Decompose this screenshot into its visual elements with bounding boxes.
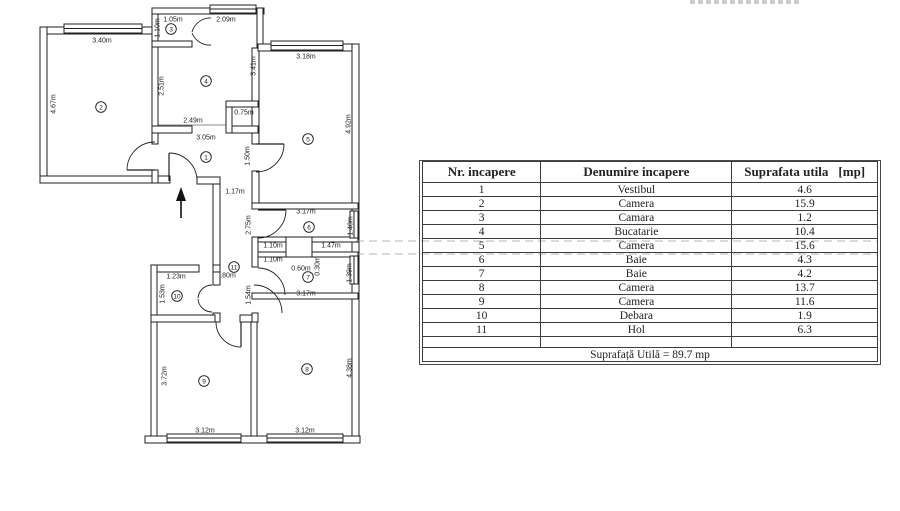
- cell-nr: 6: [423, 253, 541, 267]
- cell-area: 10.4: [732, 225, 878, 239]
- svg-text:3: 3: [169, 26, 173, 34]
- svg-text:8: 8: [305, 366, 309, 374]
- svg-text:11: 11: [230, 264, 238, 272]
- dimension-label: 2.51m: [158, 76, 166, 96]
- room-marker: [199, 376, 210, 387]
- cell-area: 4.3: [732, 253, 878, 267]
- table-header-row: [423, 162, 878, 183]
- table-row: [423, 323, 878, 337]
- table-row: [423, 253, 878, 267]
- cell-area: 13.7: [732, 281, 878, 295]
- cell-name: Camera: [541, 281, 732, 295]
- cell-name: Camara: [541, 211, 732, 225]
- cell-name: Camera: [541, 197, 732, 211]
- cell-name: Camera: [541, 295, 732, 309]
- dimension-label: 1.50m: [244, 146, 252, 166]
- header-name: Denumire incapere: [541, 162, 732, 183]
- dimension-label: 1.23m: [166, 273, 186, 281]
- cell-nr: 7: [423, 267, 541, 281]
- dimension-label: 4.67m: [50, 94, 58, 114]
- entrance-arrow-icon: [176, 187, 186, 218]
- cell-nr: 8: [423, 281, 541, 295]
- header-area-unit: [mp]: [838, 164, 866, 179]
- room-marker: [166, 24, 177, 35]
- svg-text:9: 9: [202, 378, 206, 386]
- cell-area: 4.6: [732, 183, 878, 197]
- cell-area: 1.9: [732, 309, 878, 323]
- room-marker: [304, 222, 315, 233]
- dimension-label: 3.12m: [195, 427, 215, 435]
- svg-text:1: 1: [204, 154, 208, 162]
- header-area-label: Suprafata utila: [744, 164, 829, 179]
- cell-nr: 11: [423, 323, 541, 337]
- dimension-label: 4.92m: [345, 114, 353, 134]
- dimension-label: 1.10m: [263, 256, 283, 264]
- table-row: [423, 183, 878, 197]
- dimension-label: 0.60m: [291, 265, 311, 273]
- dimension-label: 0.30m: [314, 256, 322, 276]
- room-marker: [201, 152, 212, 163]
- cell-nr: 4: [423, 225, 541, 239]
- rooms-table-body: [423, 183, 878, 337]
- cell-area: 15.9: [732, 197, 878, 211]
- dimension-label: 3.12m: [295, 427, 315, 435]
- cell-nr: 10: [423, 309, 541, 323]
- dimension-label: 1.17m: [225, 188, 245, 196]
- cell-name: Debara: [541, 309, 732, 323]
- svg-text:5: 5: [306, 136, 310, 144]
- svg-text:7: 7: [306, 274, 310, 282]
- svg-text:6: 6: [307, 224, 311, 232]
- dimension-label: 1.10m: [263, 242, 283, 250]
- table-row: [423, 295, 878, 309]
- dimension-label: 2.09m: [216, 16, 236, 24]
- dimension-label: 1.53m: [159, 284, 167, 304]
- room-marker: [201, 76, 212, 87]
- room-marker: [303, 272, 314, 283]
- cropped-text-fragment: [690, 0, 802, 4]
- cell-name: Camera: [541, 239, 732, 253]
- dimension-label: 3.72m: [161, 366, 169, 386]
- dimension-label: 3.17m: [296, 290, 316, 298]
- empty-row: [423, 337, 878, 348]
- cell-name: Baie: [541, 253, 732, 267]
- cell-area: 11.6: [732, 295, 878, 309]
- dimension-label: 1.10m: [154, 18, 162, 38]
- cell-nr: 3: [423, 211, 541, 225]
- room-marker: [302, 364, 313, 375]
- dimension-label: 3.17m: [296, 208, 316, 216]
- table-row: [423, 239, 878, 253]
- cell-name: Vestibul: [541, 183, 732, 197]
- cell-name: Baie: [541, 267, 732, 281]
- windows: [64, 5, 358, 442]
- table-row: [423, 211, 878, 225]
- dimension-label: 1.54m: [245, 285, 253, 305]
- rooms-table: [422, 161, 878, 362]
- dimension-label: 3.41m: [250, 56, 258, 76]
- dimension-label: 2.49m: [183, 117, 203, 125]
- room-marker: [172, 291, 183, 302]
- dimension-label: 3.18m: [296, 53, 316, 61]
- dimension-label: .80m: [220, 272, 236, 280]
- svg-text:2: 2: [99, 104, 103, 112]
- dimension-label: 4.38m: [346, 358, 354, 378]
- dimension-label: 1.05m: [163, 16, 183, 24]
- rooms-table-frame: [419, 160, 881, 365]
- svg-text:10: 10: [173, 293, 181, 301]
- dimension-label: 1.47m: [321, 242, 341, 250]
- dimension-label: 3.05m: [196, 134, 216, 142]
- total-row: [423, 348, 878, 362]
- header-area: [732, 162, 878, 183]
- dimension-label: 3.40m: [92, 37, 112, 45]
- table-row: [423, 225, 878, 239]
- table-row: [423, 281, 878, 295]
- dimension-label: 0.75m: [234, 109, 254, 117]
- dimension-label: 2.75m: [245, 215, 253, 235]
- cell-area: 6.3: [732, 323, 878, 337]
- total-area-text: Suprafață Utilă = 89.7 mp: [423, 348, 878, 362]
- cell-name: Hol: [541, 323, 732, 337]
- room-marker: [303, 134, 314, 145]
- dimension-label: 1.39m: [346, 263, 354, 283]
- dimension-label: 1.40m: [347, 216, 355, 236]
- room-marker: [96, 102, 107, 113]
- table-row: [423, 267, 878, 281]
- table-row: [423, 197, 878, 211]
- cell-nr: 2: [423, 197, 541, 211]
- room-marker: [229, 262, 240, 273]
- cell-area: 1.2: [732, 211, 878, 225]
- cell-nr: 1: [423, 183, 541, 197]
- cell-area: 4.2: [732, 267, 878, 281]
- cell-area: 15.6: [732, 239, 878, 253]
- svg-text:4: 4: [204, 78, 208, 86]
- table-row: [423, 309, 878, 323]
- cell-nr: 9: [423, 295, 541, 309]
- header-nr: Nr. incapere: [423, 162, 541, 183]
- cell-nr: 5: [423, 239, 541, 253]
- cell-name: Bucatarie: [541, 225, 732, 239]
